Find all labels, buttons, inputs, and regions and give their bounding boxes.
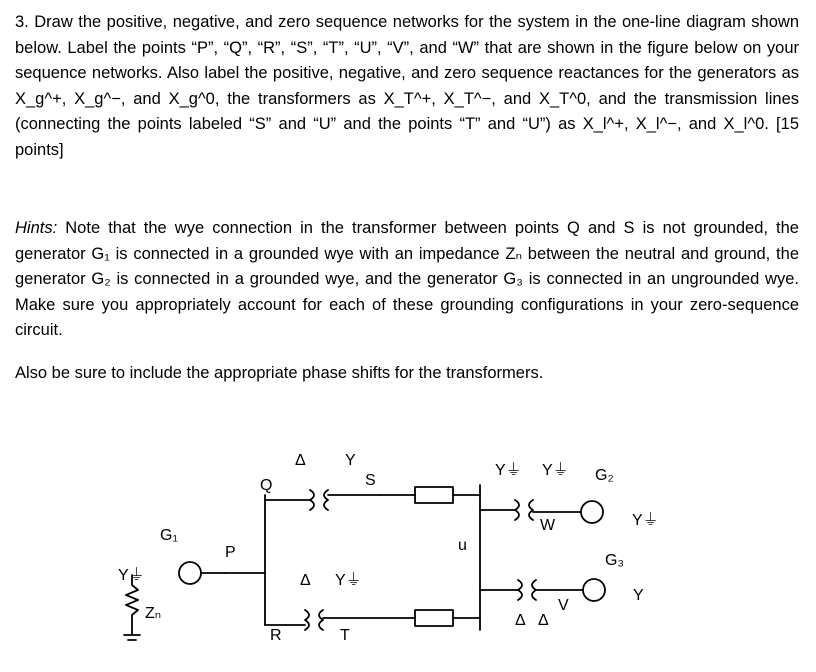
problem-text: 3. Draw the positive, negative, and zero sequence networks for the system in the one-line diagram shown below. Label the points “P”, “Q”, “R”, “S”, “T”, “U”, “V”, and “W” that are shown in the figure below on your sequence networks. Also label the positive, negative, and zero sequence reactances for the generators as X_g^+, X_g^−, and X_g^0, the transformers as X_T^+, X_T^−, and X_T^0, and the transmission lines (connecting the points labeled “S” and “U” and the points “T” and “U”) as X_l^+, X_l^−, and X_l^0. [15 points] (15, 13, 799, 159)
generator-g2-icon (581, 501, 603, 523)
transformer-rt-primary (305, 610, 309, 630)
label-g3-wye: Y (633, 587, 644, 604)
label-g2-wye: Y⏚ (632, 512, 659, 529)
label-t: T (340, 627, 350, 644)
label-w: W (540, 517, 556, 534)
label-s: S (365, 472, 376, 489)
label-g1-wye: Y⏚ (118, 567, 145, 584)
label-zn: Zₙ (145, 605, 162, 622)
label-wye-upper: Y (345, 452, 356, 469)
label-wye-lower: Y⏚ (335, 572, 362, 589)
transformer-rt-secondary (319, 610, 323, 630)
hints-text: Note that the wye connection in the transformer between points Q and S is not grounded, the generator G₁ is connected in a grounded wye with an impedance Zₙ between the neutral and ground, the generator G₂ is connected in a grounded wye, and the generator G₃ is connected in an ungrounded wye. Make sure you appropriately account for each of these grounding configurations in your zero-sequence circuit. (15, 219, 799, 340)
label-delta-g3-a: Δ (515, 612, 526, 629)
label-wye-g2-tx2: Y⏚ (542, 462, 569, 479)
line-su-icon (415, 487, 453, 503)
transformer-g2-secondary (529, 500, 533, 520)
phase-note-text: Also be sure to include the appropriate phase shifts for the transformers. (15, 364, 544, 382)
zn-impedance-icon (126, 575, 138, 635)
label-delta-g3-b: Δ (538, 612, 549, 629)
hints-paragraph (15, 216, 799, 344)
phase-shift-note (15, 361, 799, 387)
label-r: R (270, 627, 282, 644)
label-g3: G₃ (605, 552, 624, 569)
label-delta-upper: Δ (295, 452, 306, 469)
generator-g1-icon (179, 562, 201, 584)
label-g1: G₁ (160, 527, 178, 544)
label-u: u (458, 537, 467, 554)
label-q: Q (260, 477, 273, 494)
problem-statement (15, 10, 799, 164)
transformer-g2-primary (515, 500, 519, 520)
hints-label: Hints: (15, 219, 58, 237)
transformer-g3-primary (518, 580, 522, 600)
label-p: P (225, 544, 236, 561)
transformer-qs-secondary (324, 490, 328, 510)
label-wye-g2-tx: Y⏚ (495, 462, 522, 479)
one-line-diagram (110, 440, 720, 670)
label-v: V (558, 597, 569, 614)
transformer-qs-primary (310, 490, 314, 510)
label-g2: G₂ (595, 467, 614, 484)
generator-g3-icon (583, 579, 605, 601)
line-tu-icon (415, 610, 453, 626)
label-delta-lower: Δ (300, 572, 311, 589)
